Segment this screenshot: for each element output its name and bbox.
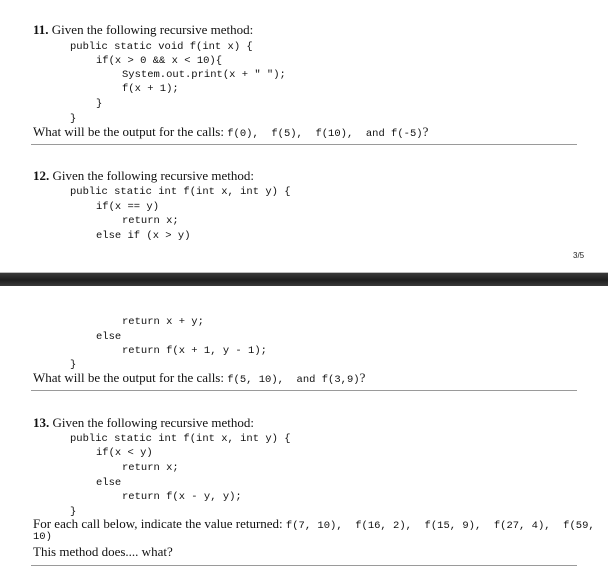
q11-code-line: f(x + 1);	[122, 83, 179, 95]
q11-heading	[33, 22, 253, 37]
q13-code-line: return f(x - y, y);	[122, 491, 242, 503]
q11-code-line: }	[70, 113, 77, 125]
q11-question-end: ?	[422, 124, 429, 139]
section-divider	[31, 390, 577, 391]
q12-code-line: if(x == y)	[96, 201, 160, 213]
q11-code-line: if(x > 0 && x < 10){	[96, 55, 223, 67]
q12-question-end: ?	[359, 370, 366, 385]
q12-code-line: public static int f(int x, int y) {	[70, 186, 291, 198]
q13-code-line: if(x < y)	[96, 447, 153, 459]
q12-code-line: return x;	[122, 215, 179, 227]
q13-question-text: For each call below, indicate the value returned:	[33, 516, 283, 531]
q12-code-line: return x + y;	[122, 316, 204, 328]
section-divider	[31, 565, 577, 566]
q13-final-question: This method does.... what?	[33, 544, 173, 559]
q13-heading	[33, 415, 254, 430]
q12-question	[33, 370, 365, 387]
section-divider	[31, 144, 577, 145]
q12-prompt: Given the following recursive method:	[52, 168, 254, 183]
q12-heading	[33, 168, 254, 183]
q13-code-line: else	[96, 477, 122, 489]
q13-calls: f(7, 10), f(16, 2), f(15, 9), f(27, 4), f(59,	[285, 520, 595, 532]
q12-code-line: }	[70, 359, 77, 371]
q13-calls-continued: 10)	[33, 531, 52, 543]
q12-code-line: else	[96, 331, 122, 343]
q11-question-text: What will be the output for the calls:	[33, 124, 224, 139]
q13-number: 13.	[33, 415, 50, 430]
q11-code-line: }	[96, 98, 103, 110]
q12-number: 12.	[33, 168, 50, 183]
q12-code-line: else if (x > y)	[96, 230, 191, 242]
q13-code-line: }	[70, 506, 77, 518]
q12-code-line: return f(x + 1, y - 1);	[122, 345, 267, 357]
q11-prompt: Given the following recursive method:	[51, 22, 254, 37]
q13-question	[33, 516, 595, 533]
q11-question	[33, 124, 428, 141]
q11-code-line: public static void f(int x) {	[70, 41, 253, 53]
q11-code-line: System.out.print(x + " ");	[122, 69, 286, 81]
q12-calls: f(5, 10), and f(3,9)	[227, 374, 360, 386]
q13-code-line: public static int f(int x, int y) {	[70, 433, 291, 445]
q11-calls: f(0), f(5), f(10), and f(-5)	[227, 128, 423, 140]
q13-prompt: Given the following recursive method:	[52, 415, 254, 430]
page-number: 3/5	[573, 251, 585, 260]
q12-question-text: What will be the output for the calls:	[33, 370, 224, 385]
page-break	[0, 273, 608, 286]
q11-number: 11.	[33, 22, 49, 37]
q13-code-line: return x;	[122, 462, 179, 474]
